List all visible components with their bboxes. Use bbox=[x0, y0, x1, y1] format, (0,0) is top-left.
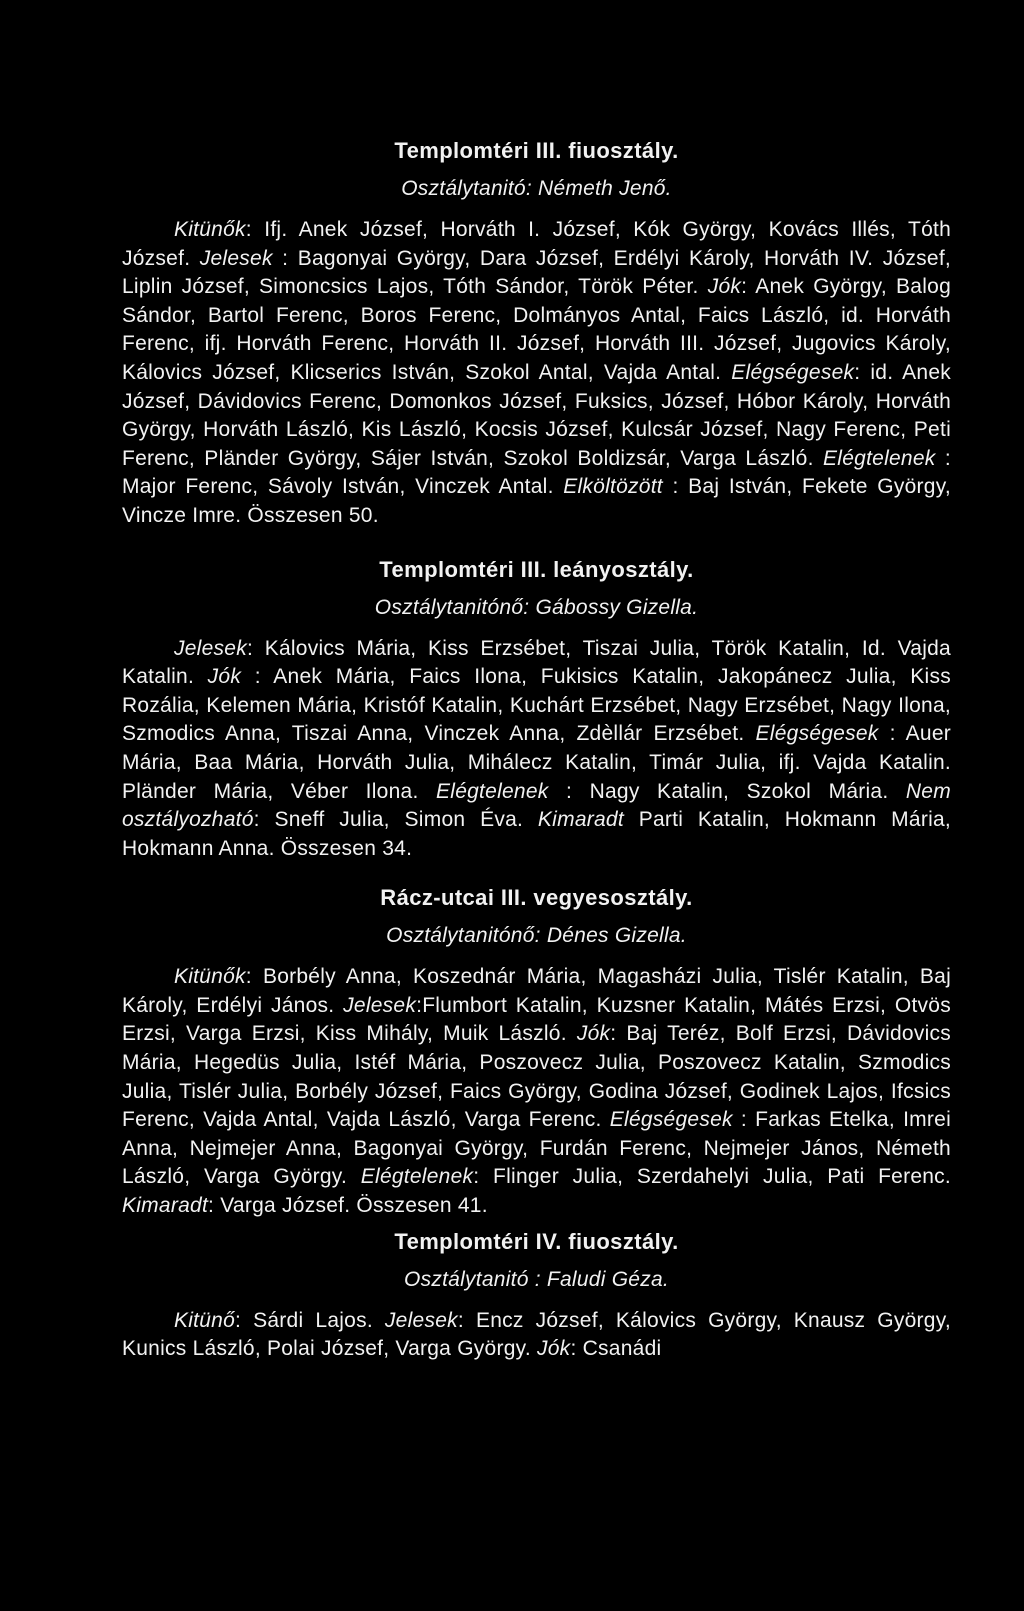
grade-category: Elköltözött bbox=[563, 475, 663, 499]
separator: : bbox=[457, 1308, 476, 1332]
document-page bbox=[122, 136, 951, 1364]
class-section bbox=[122, 555, 951, 864]
separator: : bbox=[741, 275, 756, 299]
grade-category: Elégségesek bbox=[755, 722, 879, 746]
section-gap bbox=[122, 531, 951, 555]
separator bbox=[624, 808, 639, 831]
grade-category: Elégtelenek bbox=[823, 446, 936, 470]
student-names: Borbély Anna, Koszednár Mária, Magasházi Julia, Tislér Katalin, Baj Károly, Erdélyi János. bbox=[122, 965, 951, 1017]
grade-category: Jelesek bbox=[384, 1308, 458, 1332]
student-names: Nagy Katalin, Szokol Mária. bbox=[589, 779, 906, 803]
separator: : bbox=[272, 246, 298, 270]
grade-category: Kitünő bbox=[174, 1308, 236, 1332]
student-names: Baj Teréz, Bolf Erzsi, Dávidovics Mária, Hegedüs Julia, Istéf Mária, Poszovecz Julia, Poszovecz Katalin, Szmodics Julia, Tislér Julia, Borbély József, Faics György, Godina József, Godinek Lajos, Ifcsics Ferenc, Vajda Antal, Vajda László, Varga Ferenc. bbox=[122, 1022, 952, 1132]
section-title: Templomtéri IV. fiuosztály. bbox=[394, 1228, 679, 1254]
student-names: Parti Katalin, Hokmann Mária, Hokmann Anna. Összesen 34. bbox=[122, 808, 952, 860]
separator: : bbox=[548, 779, 590, 803]
grade-category: Elégtelenek bbox=[436, 779, 549, 803]
separator: : bbox=[878, 722, 906, 746]
teacher-name: Faludi Géza. bbox=[546, 1267, 669, 1291]
separator: : bbox=[245, 218, 265, 241]
teacher-line bbox=[122, 921, 951, 951]
separator: : bbox=[854, 360, 871, 384]
teacher-label: Osztálytanitó: bbox=[401, 177, 532, 200]
separator: : bbox=[732, 1108, 756, 1132]
separator: : bbox=[416, 993, 423, 1017]
grade-category: Jelesek bbox=[199, 246, 273, 270]
student-list bbox=[122, 635, 951, 864]
teacher-label: Osztálytanitónő: bbox=[386, 924, 541, 948]
student-names: Ifj. Anek József, Horváth I. József, Kók György, Kovács Illés, Tóth József. bbox=[122, 218, 952, 270]
teacher-label: Osztálytanitó : bbox=[404, 1267, 541, 1291]
teacher-label: Osztálytanitónő: bbox=[374, 595, 530, 619]
student-names: Sárdi Lajos. bbox=[253, 1308, 385, 1332]
separator: : bbox=[570, 1337, 583, 1361]
student-names: Csanádi bbox=[582, 1337, 662, 1361]
student-names: Bagonyai György, Dara József, Erdélyi Károly, Horváth IV. József, Liplin József, Simoncsics Lajos, Tóth Sándor, Török Péter. bbox=[122, 246, 952, 299]
student-names: Encz József, Kálovics György, Knausz György, Kunics László, Polai József, Varga György. bbox=[122, 1308, 952, 1361]
section-gap bbox=[122, 863, 951, 883]
grade-category: Kimaradt bbox=[537, 808, 624, 832]
student-names: Baj István, Fekete György, Vincze Imre. Összesen 50. bbox=[122, 475, 951, 527]
grade-category: Jelesek bbox=[174, 636, 247, 660]
separator: : bbox=[208, 1194, 221, 1218]
student-names: Major Ferenc, Sávoly István, Vinczek Antal. bbox=[122, 475, 564, 499]
student-names: Auer Mária, Baa Mária, Horváth Julia, Mihálecz Katalin, Timár Julia, ifj. Vajda Katalin. Pländer Mária, Véber Ilona. bbox=[122, 722, 951, 803]
teacher-name: Gábossy Gizella. bbox=[535, 595, 699, 619]
class-section bbox=[122, 1227, 951, 1364]
separator: : bbox=[610, 1022, 627, 1046]
separator: : bbox=[662, 475, 689, 499]
grade-category: Nem osztályozható bbox=[122, 779, 951, 832]
grade-category: Elégségesek bbox=[609, 1108, 733, 1132]
separator: : bbox=[935, 446, 951, 470]
grade-category: Jók bbox=[207, 665, 242, 689]
separator: : bbox=[235, 1308, 254, 1332]
teacher-name: Dénes Gizella. bbox=[546, 924, 687, 948]
teacher-line bbox=[122, 1265, 951, 1295]
separator: : bbox=[473, 1165, 494, 1189]
student-list bbox=[122, 216, 951, 531]
student-names: Kálovics Mária, Kiss Erzsébet, Tiszai Julia, Török Katalin, Id. Vajda Katalin. bbox=[122, 636, 951, 689]
class-section bbox=[122, 883, 951, 1220]
teacher-name: Németh Jenő. bbox=[538, 177, 672, 200]
section-title: Rácz-utcai III. vegyesosztály. bbox=[380, 885, 693, 911]
separator: : bbox=[253, 808, 275, 832]
student-names: Sneff Julia, Simon Éva. bbox=[274, 808, 538, 832]
grade-category: Elégtelenek bbox=[360, 1165, 474, 1189]
grade-category: Kitünők bbox=[174, 218, 246, 241]
separator: : bbox=[241, 665, 274, 689]
section-title: Templomtéri III. leányosztály. bbox=[379, 556, 694, 582]
grade-category: Kitünők bbox=[174, 965, 246, 989]
student-list bbox=[122, 1307, 951, 1364]
grade-category: Jók bbox=[576, 1022, 611, 1046]
student-names: Farkas Etelka, Imrei Anna, Nejmejer Anna, Bagonyai György, Furdán Ferenc, Nejmejer János, Németh László, Varga György. bbox=[122, 1108, 951, 1189]
student-names: Flinger Julia, Szerdahelyi Julia, Pati Ferenc. bbox=[493, 1165, 952, 1189]
student-names: Anek Mária, Faics Ilona, Fukisics Katalin, Jakopánecz Julia, Kiss Rozália, Kelemen Mária, Kristóf Katalin, Kuchárt Erzsébet, Nagy Erzsébet, Nagy Ilona, Szmodics Anna, Tiszai Anna, Vinczek Anna, Zdèllár Erzsébet. bbox=[122, 665, 951, 746]
teacher-line bbox=[122, 174, 951, 204]
grade-category: Jelesek bbox=[343, 993, 417, 1017]
student-list bbox=[122, 963, 951, 1220]
class-section bbox=[122, 136, 951, 531]
separator: : bbox=[245, 965, 263, 989]
section-title: Templomtéri III. fiuosztály. bbox=[394, 138, 679, 163]
teacher-line bbox=[122, 593, 951, 623]
grade-category: Jók bbox=[537, 1337, 571, 1361]
student-names: Varga József. Összesen 41. bbox=[220, 1194, 488, 1218]
grade-category: Kimaradt bbox=[122, 1194, 209, 1218]
student-names: id. Anek József, Dávidovics Ferenc, Domonkos József, Fuksics, József, Hóbor Károly, Horváth György, Horváth László, Kis László, Kocsis József, Kulcsár József, Nagy Ferenc, Peti Ferenc, Pländer György, Sájer István, Szokol Boldizsár, Varga László. bbox=[122, 360, 951, 470]
separator: : bbox=[246, 636, 265, 660]
student-names: Anek György, Balog Sándor, Bartol Ferenc, Boros Ferenc, Dolmányos Antal, Faics László, id. Horváth Ferenc, ifj. Horváth Ferenc, Horváth II. József, Horváth III. József, Jugovics Károly, Kálovics József, Klicserics István, Szokol Antal, Vajda Antal. bbox=[122, 275, 951, 384]
grade-category: Elégségesek bbox=[731, 360, 855, 384]
grade-category: Jók bbox=[707, 275, 742, 299]
student-names: Flumbort Katalin, Kuzsner Katalin, Mátés Erzsi, Otvös Erzsi, Varga Erzsi, Kiss Mihály, Muik László. bbox=[122, 993, 951, 1046]
